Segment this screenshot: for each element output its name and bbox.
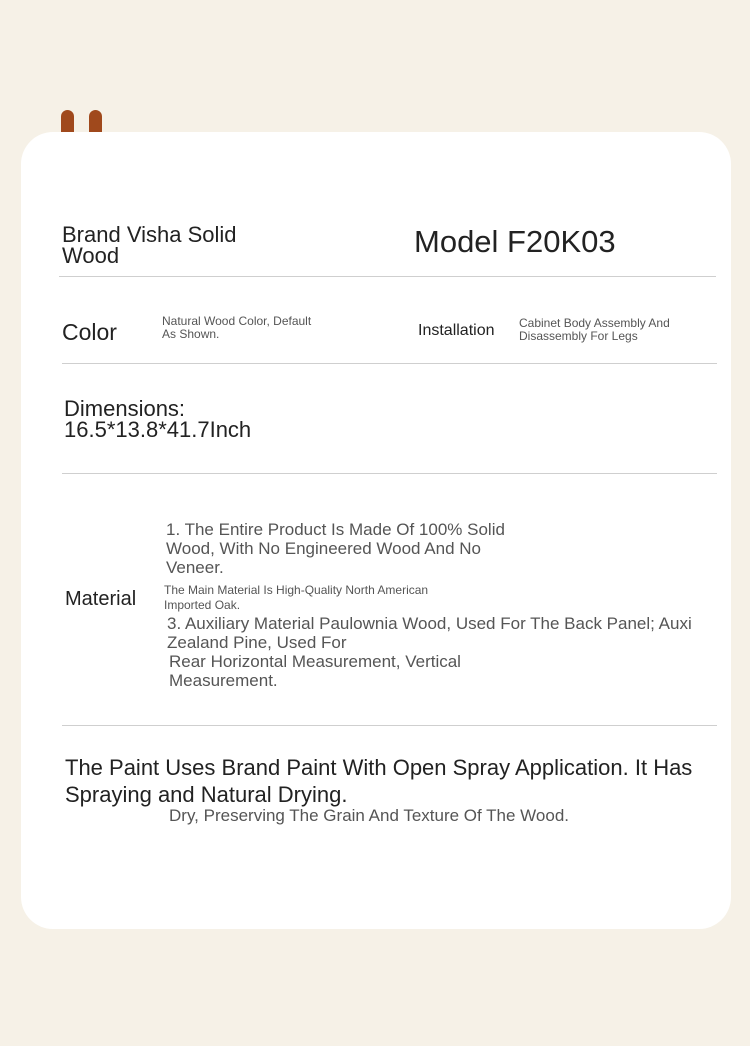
divider: [62, 725, 717, 726]
paint-line-1: The Paint Uses Brand Paint With Open Spray Application. It Has: [65, 755, 693, 780]
paint-line-2: Spraying and Natural Drying.: [65, 782, 348, 807]
material-point-4: Rear Horizontal Measurement, Vertical Measurement.: [169, 652, 461, 690]
installation-label: Installation: [418, 322, 495, 339]
color-value: Natural Wood Color, Default As Shown.: [162, 314, 312, 341]
dimensions-label: Dimensions:: [64, 396, 186, 421]
material-point-3: [167, 614, 750, 652]
material-label: Material: [65, 588, 137, 610]
material-point-2: The Main Material Is High-Quality North American Imported Oak.: [164, 583, 429, 612]
color-label: Color: [62, 319, 117, 345]
installation-value: Cabinet Body Assembly And Disassembly For Legs: [519, 316, 670, 343]
paint-line-3: Dry, Preserving The Grain And Texture Of The Wood.: [169, 806, 570, 825]
divider: [62, 473, 717, 474]
spec-card: [21, 132, 731, 929]
brand-text: Brand Visha Solid Wood: [62, 222, 237, 268]
divider: [59, 276, 716, 277]
material-point-3-line-1: 3. Auxiliary Material Paulownia Wood, Used For The Back Panel; Auxi: [167, 614, 692, 633]
paint-text: [65, 754, 750, 808]
material-point-3-line-2: Zealand Pine, Used For: [167, 633, 347, 652]
material-point-1: 1. The Entire Product Is Made Of 100% Solid Wood, With No Engineered Wood And No Veneer.: [166, 520, 505, 577]
model-text: Model F20K03: [414, 224, 616, 259]
dimensions-value: 16.5*13.8*41.7Inch: [64, 417, 252, 442]
divider: [62, 363, 717, 364]
dimensions-text: [64, 398, 251, 440]
